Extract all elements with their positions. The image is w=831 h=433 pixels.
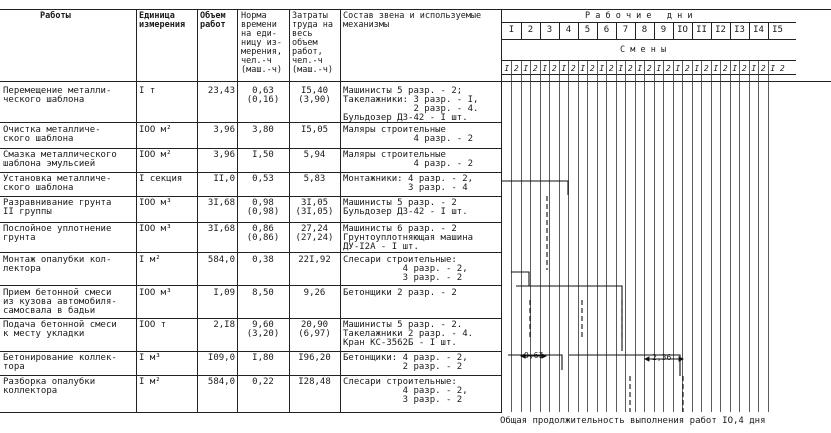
shift-header: 2: [779, 64, 785, 73]
row-unit: I т: [139, 86, 156, 96]
day-header: 7: [622, 25, 629, 35]
shift-header: I: [561, 64, 567, 73]
row-norm: 0,53: [252, 174, 274, 184]
row-unit: IOO м³: [139, 288, 172, 298]
row-volume: 584,0: [207, 377, 235, 387]
header-volume: Объем работ: [200, 11, 226, 30]
row-work: Перемещение металли- ческого шаблона: [3, 86, 112, 105]
shift-header: I: [770, 64, 776, 73]
row-volume: 584,0: [207, 255, 235, 265]
row-work: Смазка металлического шаблона эмульсией: [3, 150, 117, 169]
total-duration: Общая продолжительность выполнения работ IO,4 дня: [500, 416, 766, 426]
shift-header: 2: [703, 64, 709, 73]
row-crew: Машинисты 5 разр. - 2 Бульдозер ДЗ-42 - I шт.: [343, 198, 468, 217]
day-header: 5: [584, 25, 591, 35]
row-volume: 23,43: [207, 86, 235, 96]
row-crew: Слесари строительные: 4 разр. - 2, 3 разр. - 2: [343, 255, 468, 283]
dimension-short: 0,6I: [524, 351, 544, 360]
shift-header: I: [675, 64, 681, 73]
row-norm: 0,86 (0,86): [246, 224, 280, 243]
shift-header: 2: [570, 64, 576, 73]
row-unit: I м²: [139, 377, 161, 387]
row-work: Разборка опалубки коллектора: [3, 377, 96, 396]
row-norm: 0,22: [252, 377, 274, 387]
row-volume: I09,0: [207, 353, 235, 363]
row-norm: I,80: [252, 353, 274, 363]
row-unit: I м²: [139, 255, 161, 265]
row-work: Установка металличе- ского шаблона: [3, 174, 112, 193]
day-header: 4: [565, 25, 572, 35]
row-crew: Машинисты 6 разр. - 2 Грунтоуплотняющая машина ДУ-I2А - I шт.: [343, 224, 474, 252]
day-header: I: [508, 25, 515, 35]
shift-header: 2: [741, 64, 747, 73]
row-norm: I,50: [252, 150, 274, 160]
shift-header: I: [542, 64, 548, 73]
shift-header: I: [656, 64, 662, 73]
shift-header: I: [694, 64, 700, 73]
shift-header: I: [637, 64, 643, 73]
row-crew: Маляры строительные 4 разр. - 2: [343, 125, 474, 144]
row-volume: 3,96: [213, 125, 235, 135]
row-crew: Бетонщики: 4 разр. - 2, 2 разр. - 2: [343, 353, 468, 372]
row-labor: 5,83: [303, 174, 326, 184]
row-norm: 3,80: [252, 125, 274, 135]
header-crew: Состав звена и используемые механизмы: [343, 11, 482, 30]
row-norm: 8,50: [252, 288, 274, 298]
row-labor: 22I,92: [298, 255, 331, 265]
shift-header: 2: [608, 64, 614, 73]
row-unit: I м³: [139, 353, 161, 363]
row-work: Очистка металличе- ского шаблона: [3, 125, 101, 144]
row-work: Прием бетонной смеси из кузова автомобиля- самосвала в бадьи: [3, 288, 117, 316]
shift-header: I: [523, 64, 529, 73]
day-header: I5: [772, 25, 783, 35]
shift-header: 2: [589, 64, 595, 73]
day-header: IO: [677, 25, 688, 35]
header-shifts-title: С м е н ы: [620, 45, 667, 55]
shift-header: I: [599, 64, 605, 73]
row-crew: Машинисты 5 разр. - 2. Такелажники 2 разр. - 4. Кран КС-3562Б - I шт.: [343, 320, 474, 348]
row-labor: I5,40 (3,90): [298, 86, 331, 105]
row-work: Разравнивание грунта II группы: [3, 198, 112, 217]
header-days-title: Р а б о ч и е д н и: [585, 11, 693, 21]
row-work: Бетонирование коллек- тора: [3, 353, 117, 372]
day-header: I4: [753, 25, 764, 35]
row-unit: I секция: [139, 174, 183, 184]
schedule-bars: [502, 181, 683, 412]
day-header: 2: [527, 25, 534, 35]
day-header: 8: [641, 25, 648, 35]
row-volume: 3I,68: [207, 224, 235, 234]
day-header: I2: [715, 25, 726, 35]
row-work: Подача бетонной смеси к месту укладки: [3, 320, 117, 339]
day-header: 9: [660, 25, 667, 35]
row-volume: 3,96: [213, 150, 235, 160]
row-crew: Бетонщики 2 разр. - 2: [343, 288, 457, 298]
shift-header: 2: [665, 64, 671, 73]
row-norm: 0,98 (0,98): [246, 198, 280, 217]
day-header: I3: [734, 25, 745, 35]
shift-header: 2: [684, 64, 690, 73]
row-work: Послойное уплотнение грунта: [3, 224, 112, 243]
row-work: Монтаж опалубки кол- лектора: [3, 255, 112, 274]
row-unit: IOO м³: [139, 198, 172, 208]
row-labor: 9,26: [303, 288, 326, 298]
row-norm: 9,60 (3,20): [246, 320, 280, 339]
shift-header: 2: [532, 64, 538, 73]
row-crew: Машинисты 5 разр. - 2; Такелажники: 3 разр. - I, 2 разр. - 4. Бульдозер ДЗ-42 - I шт.: [343, 86, 479, 123]
row-labor: 3I,05 (3I,05): [295, 198, 334, 217]
shift-header: I: [580, 64, 586, 73]
row-volume: 3I,68: [207, 198, 235, 208]
shift-header: 2: [760, 64, 766, 73]
row-volume: II,0: [213, 174, 235, 184]
row-volume: 2,I8: [213, 320, 235, 330]
shift-header: 2: [513, 64, 519, 73]
row-crew: Слесари строительные: 4 разр. - 2, 3 разр. - 2: [343, 377, 468, 405]
shift-header: I: [732, 64, 738, 73]
row-norm: 0,38: [252, 255, 274, 265]
row-unit: IOO м³: [139, 224, 172, 234]
row-crew: Маляры строительные 4 разр. - 2: [343, 150, 474, 169]
shift-header: I: [504, 64, 510, 73]
day-header: 6: [603, 25, 610, 35]
row-labor: 20,90 (6,97): [298, 320, 331, 339]
header-labor: Затраты труда на весь объем работ, чел.-ч (маш.-ч): [292, 11, 333, 75]
shift-header: 2: [551, 64, 557, 73]
shift-header: I: [713, 64, 719, 73]
row-labor: I28,48: [298, 377, 331, 387]
shift-header: 2: [722, 64, 728, 73]
row-labor: 5,94: [303, 150, 326, 160]
row-norm: 0,63 (0,16): [246, 86, 280, 105]
row-volume: I,09: [213, 288, 235, 298]
row-unit: IOO м²: [139, 150, 172, 160]
dimension-long: 2,36: [652, 353, 672, 362]
row-labor: I5,05: [300, 125, 329, 135]
day-header: 3: [546, 25, 553, 35]
shift-header: 2: [627, 64, 633, 73]
row-crew: Монтажники: 4 разр. - 2, 3 разр. - 4: [343, 174, 474, 193]
shift-header: 2: [646, 64, 652, 73]
header-work: Работы: [40, 11, 71, 21]
header-unit: Единица измерения: [139, 11, 186, 30]
row-labor: 27,24 (27,24): [295, 224, 334, 243]
shift-header: I: [618, 64, 624, 73]
day-header: II: [696, 25, 707, 35]
row-labor: I96,20: [298, 353, 331, 363]
header-norm: Норма времени на еди- ницу из- мерения, чел.-ч (маш.-ч): [241, 11, 282, 75]
row-unit: IOO м²: [139, 125, 172, 135]
row-unit: IOO т: [139, 320, 167, 330]
shift-header: I: [751, 64, 757, 73]
